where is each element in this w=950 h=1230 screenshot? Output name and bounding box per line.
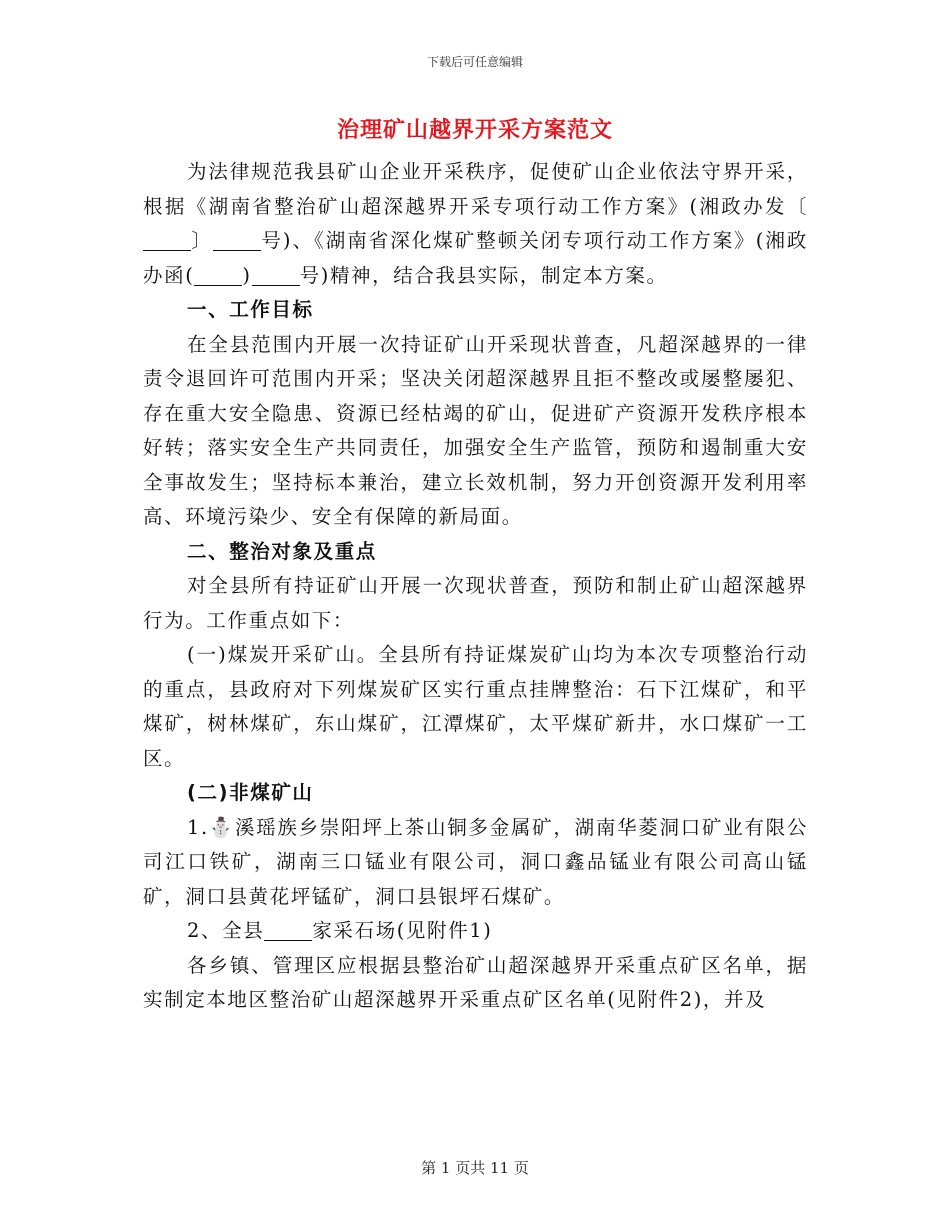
blank-field bbox=[264, 918, 312, 941]
intro-paragraph bbox=[143, 155, 808, 293]
page-footer: 第 1 页共 11 页 bbox=[421, 1159, 529, 1177]
item2-text-a: 2、全县 bbox=[187, 919, 265, 942]
noncoal-item-1: 1.⛄溪瑶族乡崇阳坪上茶山铜多金属矿，湖南华菱洞口矿业有限公司江口铁矿，湖南三口锰业有限公司，洞口鑫品锰业有限公司高山锰矿，洞口县黄花坪锰矿，洞口县银坪石煤矿。 bbox=[143, 815, 808, 908]
intro-text-e: 号)精神，结合我县实际，制定本方案。 bbox=[299, 263, 668, 287]
intro-text-a: 为法律规范我县矿山企业开采秩序，促使矿山企业依法守界开采，根据《湖南省整治矿山超深越界开采专项行动工作方案》(湘政办发〔 bbox=[143, 160, 808, 218]
coal-mines-paragraph: (一)煤炭开采矿山。全县所有持证煤炭矿山均为本次专项整治行动的重点，县政府对下列煤炭矿区实行重点挂牌整治：石下江煤矿，和平煤矿，树林煤矿，东山煤矿，江潭煤矿，太平煤矿新井，水口煤矿一工区。 bbox=[143, 643, 808, 770]
goals-paragraph: 在全县范围内开展一次持证矿山开采现状普查，凡超深越界的一律责令退回许可范围内开采；坚决关闭超深越界且拒不整改或屡整屡犯、存在重大安全隐患、资源已经枯竭的矿山，促进矿产资源开发秩序根本好转；落实安全生产共同责任，加强安全生产监管，预防和遏制重大安全事故发生；坚持标本兼治，建立长效机制，努力开创资源开发利用率高、环境污染少、安全有保障的新局面。 bbox=[143, 332, 808, 528]
intro-text-d: ) bbox=[242, 263, 252, 287]
blank-field bbox=[213, 228, 261, 251]
document-title: 治理矿山越界开采方案范文 bbox=[336, 118, 613, 143]
item2-text-b: 家采石场(见附件1) bbox=[312, 919, 493, 942]
page-header: 下载后可任意编辑 bbox=[426, 55, 523, 69]
intro-text-b: 〕 bbox=[191, 229, 213, 252]
section-heading-targets: 二、整治对象及重点 bbox=[187, 539, 377, 563]
noncoal-heading: (二)非煤矿山 bbox=[187, 781, 314, 804]
noncoal-item-2 bbox=[143, 914, 808, 949]
closing-paragraph: 各乡镇、管理区应根据县整治矿山超深越界开采重点矿区名单，据实制定本地区整治矿山超深越界开采重点矿区名单(见附件2)，并及 bbox=[143, 953, 808, 1011]
intro-text-c: 号)、《湖南省深化煤矿整顿关闭专项行动工作方案》(湘政办函( bbox=[143, 229, 808, 287]
targets-paragraph: 对全县所有持证矿山开展一次现状普查，预防和制止矿山超深越界行为。工作重点如下： bbox=[143, 574, 808, 632]
blank-field bbox=[252, 263, 300, 286]
blank-field bbox=[194, 263, 242, 286]
document-body bbox=[143, 155, 808, 1018]
section-heading-goals: 一、工作目标 bbox=[187, 298, 314, 321]
blank-field bbox=[143, 228, 191, 251]
